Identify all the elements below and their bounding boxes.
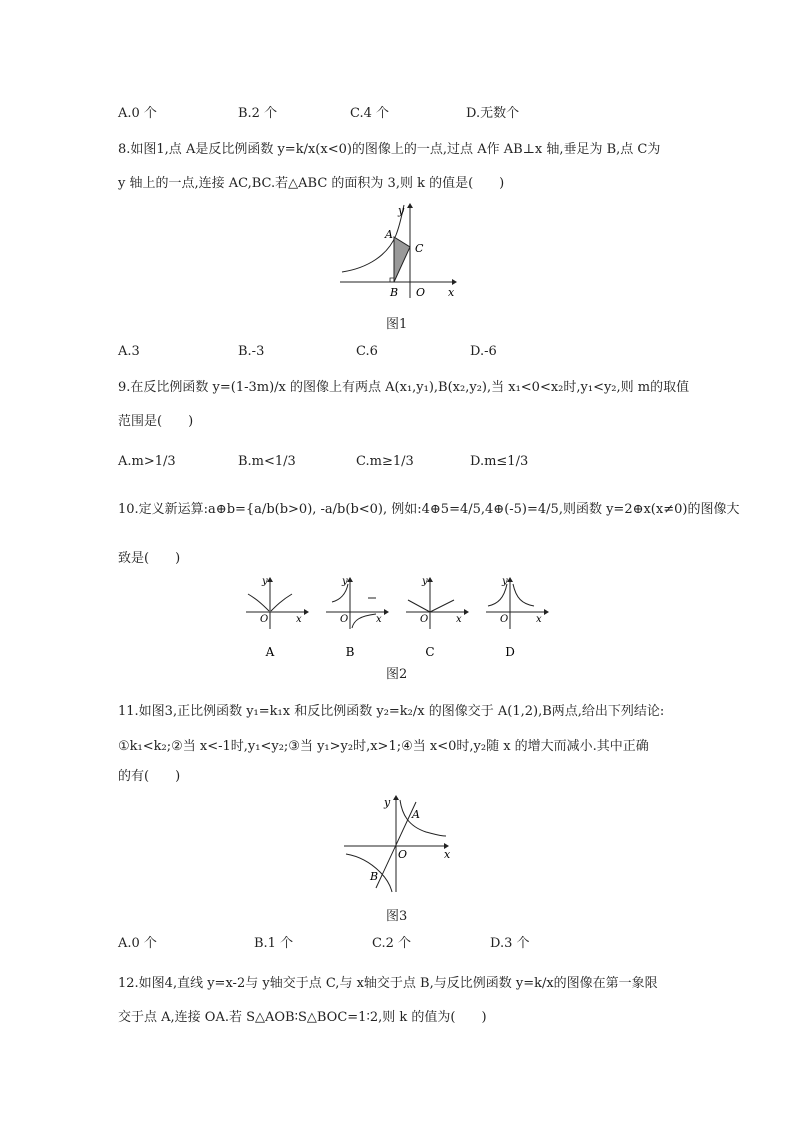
q8-option-c: C.6 — [356, 344, 378, 359]
svg-text:O: O — [500, 614, 509, 625]
fig3-label-y: y — [384, 796, 391, 809]
q8-option-a: A.3 — [118, 344, 140, 359]
fig2-label-a: A — [265, 645, 275, 659]
q10-line2: 致是( ) — [118, 551, 181, 566]
fig3-label-x: x — [444, 848, 451, 861]
figure-2-caption: 图2 — [386, 667, 408, 682]
fig1-label-y: y — [398, 204, 405, 217]
q8-line1: 8.如图1,点 A是反比例函数 y=k/x(x<0)的图像上的一点,过点 A作 AB⊥x 轴,垂足为 B,点 C为 — [118, 142, 661, 157]
fig2-panel-c — [406, 576, 469, 659]
q11-option-b: B.1 个 — [254, 936, 294, 951]
svg-text:y: y — [422, 576, 428, 587]
q7-option-a: A.0 个 — [118, 106, 157, 121]
q9-option-a: A.m>1/3 — [118, 454, 176, 469]
fig2-panel-b — [326, 576, 389, 659]
svg-text:O: O — [420, 614, 429, 625]
svg-text:O: O — [340, 614, 349, 625]
svg-text:x: x — [536, 614, 542, 625]
figure-1-caption: 图1 — [386, 317, 408, 332]
fig2-panel-d — [486, 576, 549, 659]
fig3-label-a: A — [412, 808, 420, 821]
q7-option-b: B.2 个 — [238, 106, 278, 121]
svg-text:x: x — [456, 614, 462, 625]
q11-option-c: C.2 个 — [372, 936, 412, 951]
q11-option-d: D.3 个 — [490, 936, 530, 951]
fig1-label-b: B — [390, 286, 399, 299]
fig1-label-x: x — [448, 286, 455, 299]
q8-option-d: D.-6 — [470, 344, 497, 359]
q9-option-d: D.m≤1/3 — [470, 454, 529, 469]
q12-line2: 交于点 A,连接 OA.若 S△AOB∶S△BOC=1∶2,则 k 的值为( ) — [118, 1010, 487, 1025]
q12-line1: 12.如图4,直线 y=x-2与 y轴交于点 C,与 x轴交于点 B,与反比例函数 y=k/x的图像在第一象限 — [118, 976, 658, 991]
svg-text:O: O — [260, 614, 269, 625]
fig3-label-o: O — [398, 848, 408, 861]
fig1-label-o: O — [416, 286, 426, 299]
q11-line2: ①k₁<k₂;②当 x<-1时,y₁<y₂;③当 y₁>y₂时,x>1;④当 x<0时,y₂随 x 的增大而减小.其中正确 — [118, 739, 649, 754]
fig2-label-b: B — [345, 645, 355, 659]
q11-line3: 的有( ) — [118, 769, 181, 784]
svg-text:y: y — [342, 576, 348, 587]
fig1-label-a: A — [385, 228, 393, 241]
fig2-label-d: D — [505, 645, 515, 659]
q9-option-b: B.m<1/3 — [238, 454, 296, 469]
q11-option-a: A.0 个 — [118, 936, 157, 951]
fig2-label-c: C — [425, 645, 435, 659]
svg-text:y: y — [262, 576, 268, 587]
svg-text:x: x — [376, 614, 382, 625]
q8-option-b: B.-3 — [238, 344, 265, 359]
q7-option-c: C.4 个 — [350, 106, 390, 121]
figure-3 — [340, 792, 456, 896]
figure-3-caption: 图3 — [386, 909, 408, 924]
q7-option-d: D.无数个 — [466, 106, 520, 121]
q10-line1: 10.定义新运算:a⊕b={a/b(b>0), -a/b(b<0), 例如:4⊕5=4/5,4⊕(-5)=4/5,则函数 y=2⊕x(x≠0)的图像大 — [118, 502, 740, 517]
q8-line2: y 轴上的一点,连接 AC,BC.若△ABC 的面积为 3,则 k 的值是( ) — [118, 176, 505, 191]
fig1-label-c: C — [415, 242, 424, 255]
svg-text:y: y — [502, 576, 508, 587]
q9-line2: 范围是( ) — [118, 414, 194, 429]
fig3-label-b: B — [370, 870, 379, 883]
q9-line1: 9.在反比例函数 y=(1-3m)/x 的图像上有两点 A(x₁,y₁),B(x₂,y₂),当 x₁<0<x₂时,y₁<y₂,则 m的取值 — [118, 380, 690, 395]
figure-1 — [338, 200, 458, 300]
svg-text:x: x — [296, 614, 302, 625]
q9-option-c: C.m≥1/3 — [356, 454, 414, 469]
q11-line1: 11.如图3,正比例函数 y₁=k₁x 和反比例函数 y₂=k₂/x 的图像交于 A(1,2),B两点,给出下列结论: — [118, 704, 665, 719]
fig2-panel-a — [246, 576, 309, 659]
figure-2 — [240, 574, 556, 664]
